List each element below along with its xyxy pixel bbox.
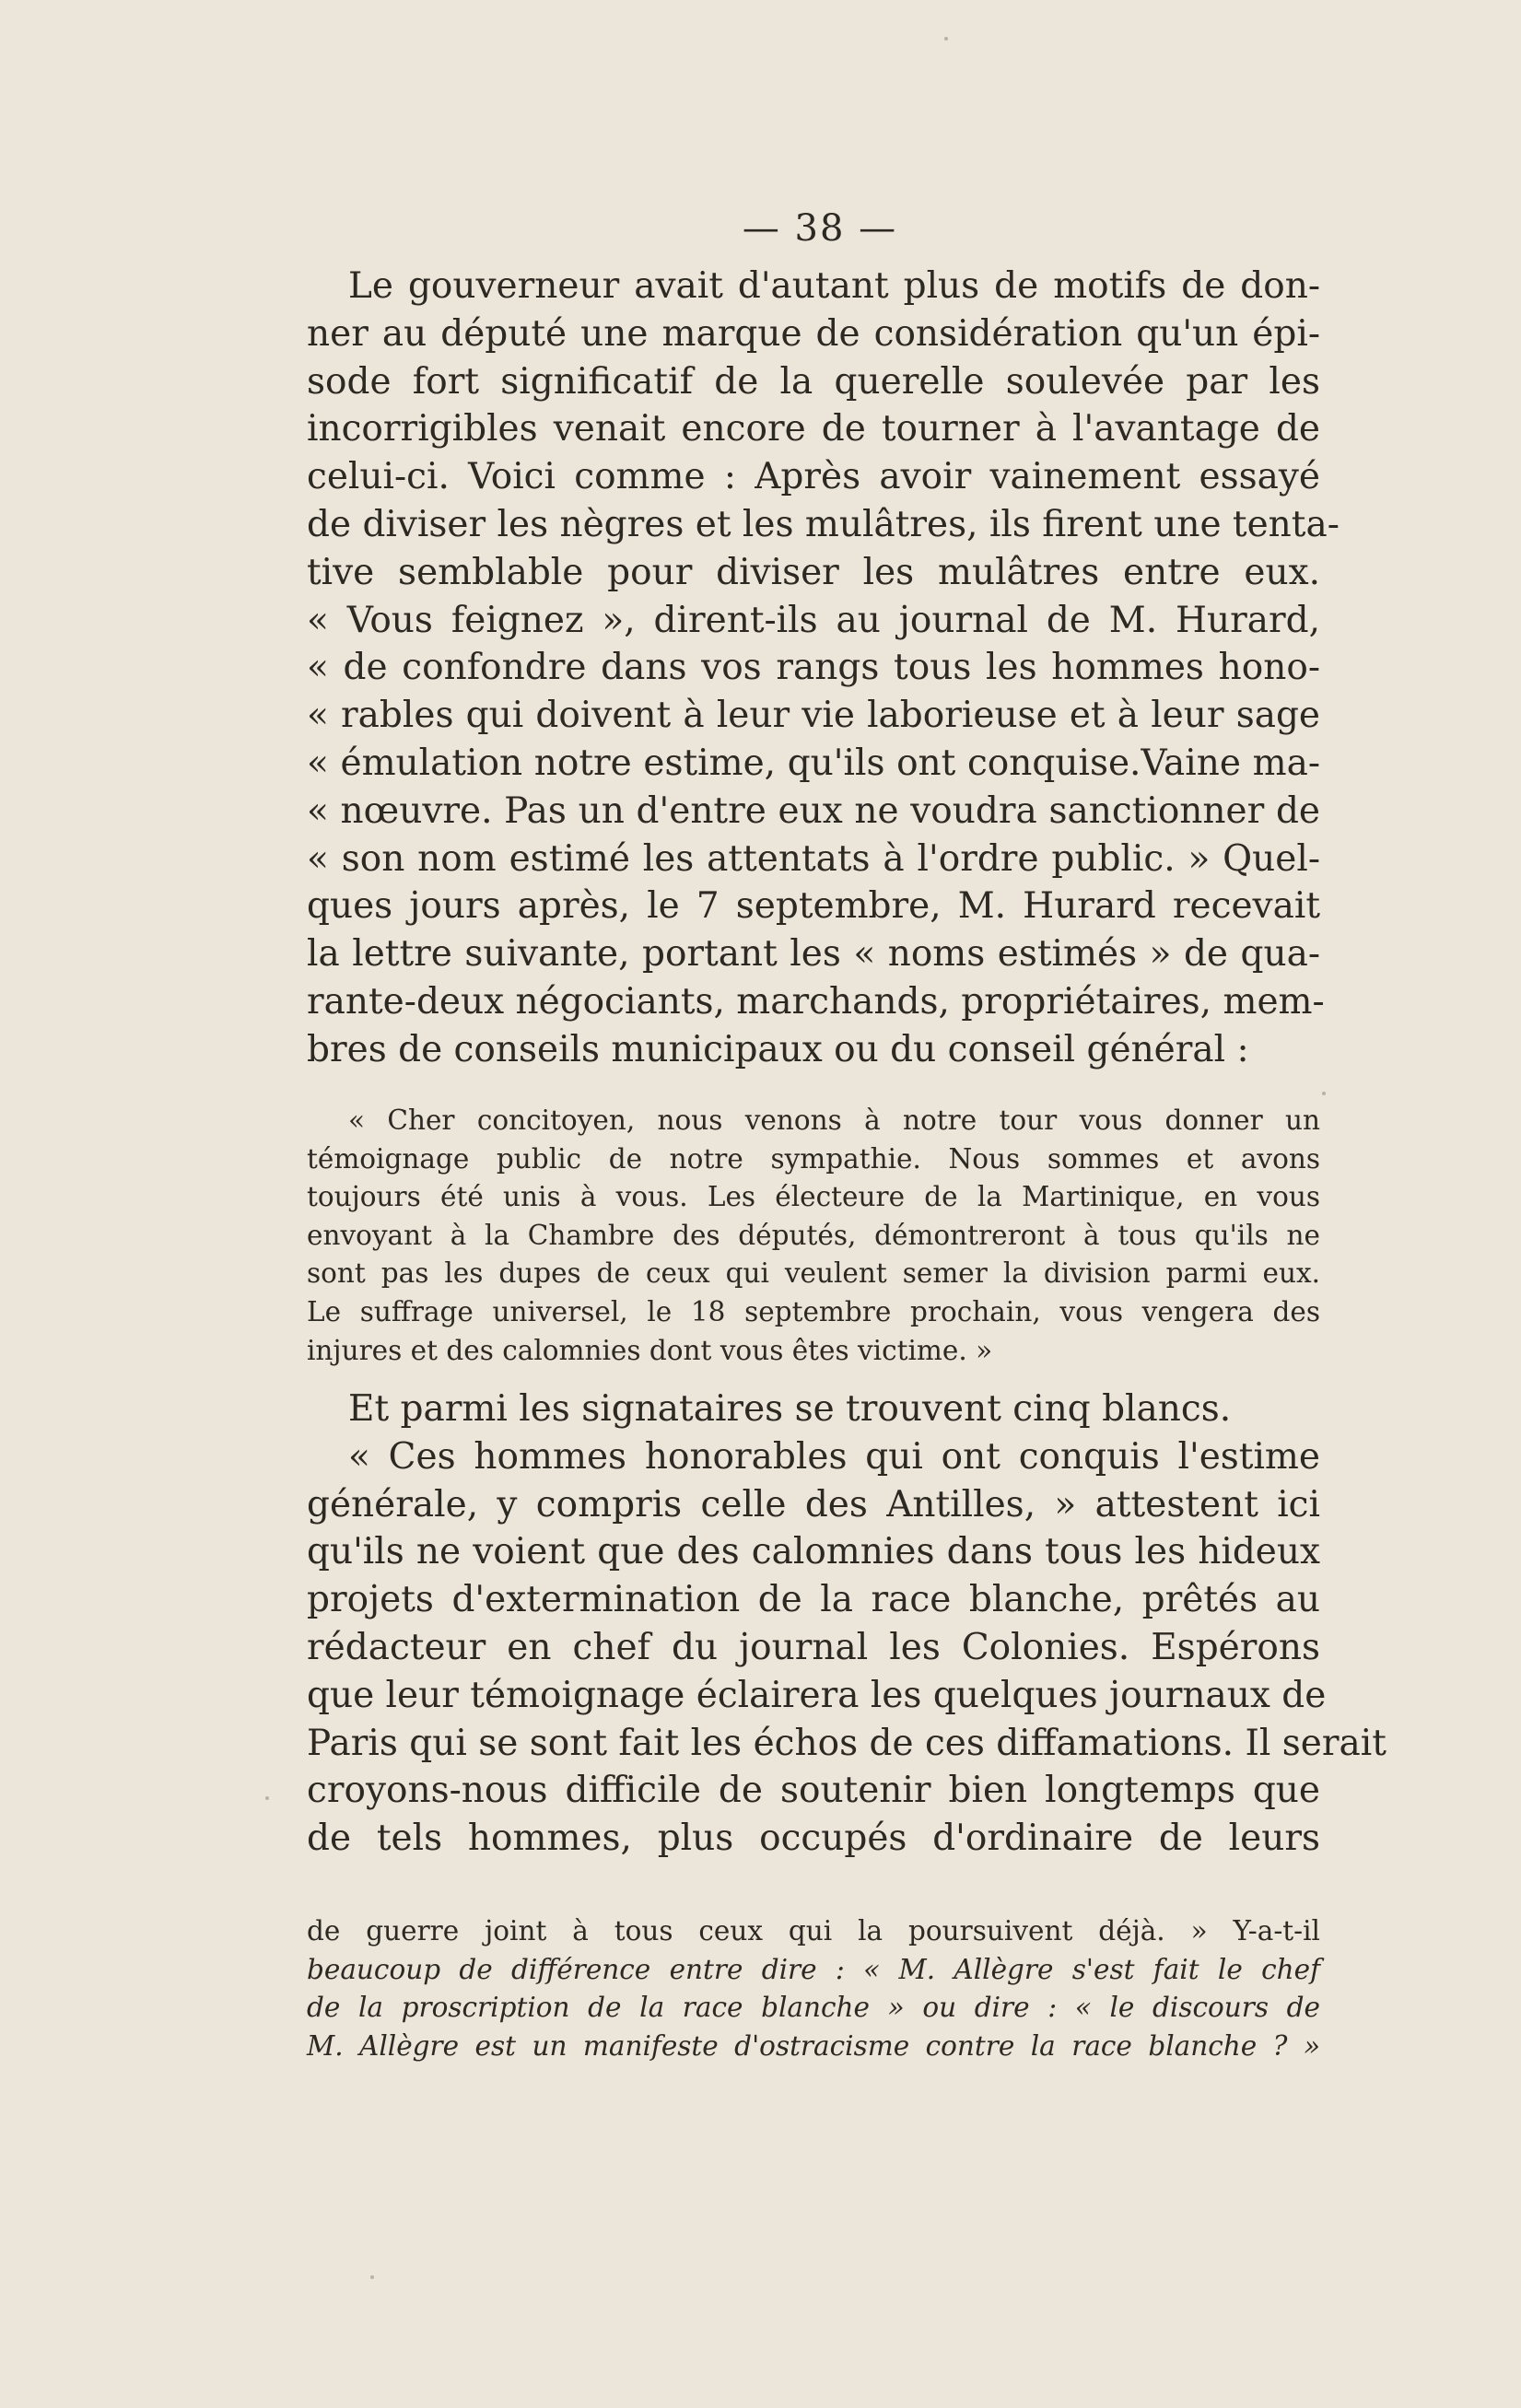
text-line: bres de conseils municipaux ou du conseil général : bbox=[307, 1028, 1249, 1070]
footnote-line: M. Allègre est un manifeste d'ostracisme contre la race blanche ? » bbox=[307, 2029, 1320, 2062]
paper-speck bbox=[265, 1796, 269, 1800]
quote-line: toujours été unis à vous. Les électeure de la Martinique, en vous bbox=[307, 1181, 1320, 1213]
text-line: « Vous feignez », dirent-ils au journal de M. Hurard, bbox=[307, 599, 1320, 641]
quoted-letter bbox=[307, 1102, 1320, 1370]
text-line: Paris qui se sont fait les échos de ces diffamations. Il serait bbox=[307, 1722, 1386, 1764]
text-line: ques jours après, le 7 septembre, M. Hurard recevait bbox=[307, 885, 1320, 928]
text-line: incorrigibles venait encore de tourner à l'avantage de bbox=[307, 408, 1320, 450]
text-line: qu'ils ne voient que des calomnies dans tous les hideux bbox=[307, 1531, 1320, 1573]
text-line: rante-deux négociants, marchands, propriétaires, mem- bbox=[307, 980, 1325, 1023]
quote-line: envoyant à la Chambre des députés, démontreront à tous qu'ils ne bbox=[307, 1219, 1320, 1251]
footnote bbox=[307, 1912, 1320, 2065]
text-line: rédacteur en chef du journal les Colonies. Espérons bbox=[307, 1626, 1320, 1668]
text-line: Et parmi les signataires se trouvent cinq blancs. bbox=[348, 1388, 1232, 1430]
text-line: « émulation notre estime, qu'ils ont conquise.Vaine ma- bbox=[307, 742, 1320, 784]
text-line: croyons-nous difficile de soutenir bien longtemps que bbox=[307, 1770, 1320, 1812]
text-line: de diviser les nègres et les mulâtres, ils firent une tenta- bbox=[307, 503, 1340, 545]
quote-line: « Cher concitoyen, nous venons à notre tour vous donner un bbox=[348, 1105, 1320, 1136]
quote-line: sont pas les dupes de ceux qui veulent semer la division parmi eux. bbox=[307, 1257, 1320, 1290]
page-number: — 38 — bbox=[742, 207, 898, 250]
text-line: de tels hommes, plus occupés d'ordinaire de leurs bbox=[307, 1818, 1320, 1860]
paper-speck bbox=[1322, 1092, 1326, 1095]
text-line: Le gouverneur avait d'autant plus de motifs de don- bbox=[348, 265, 1320, 307]
text-line: ner au député une marque de considération qu'un épi- bbox=[307, 312, 1320, 355]
quote-line: témoignage public de notre sympathie. Nous sommes et avons bbox=[307, 1142, 1320, 1175]
main-paragraph bbox=[307, 263, 1340, 1074]
text-line: « Ces hommes honorables qui ont conquis l'estime bbox=[348, 1435, 1320, 1478]
second-paragraph bbox=[307, 1385, 1386, 1863]
text-line: que leur témoignage éclairera les quelques journaux de bbox=[307, 1674, 1327, 1716]
text-line: « rables qui doivent à leur vie laborieuse et à leur sage bbox=[307, 695, 1320, 737]
paper-speck bbox=[370, 2275, 374, 2279]
text-line: tive semblable pour diviser les mulâtres entre eux. bbox=[307, 551, 1320, 593]
footnote-line: de guerre joint à tous ceux qui la poursuivent déjà. » Y-a-t-il bbox=[307, 1915, 1320, 1946]
text-line: « son nom estimé les attentats à l'ordre public. » Quel- bbox=[307, 837, 1320, 880]
text-line: la lettre suivante, portant les « noms estimés » de qua- bbox=[307, 933, 1320, 976]
quote-line: Le suffrage universel, le 18 septembre prochain, vous vengera des bbox=[307, 1295, 1320, 1327]
text-line: projets d'extermination de la race blanche, prêtés au bbox=[307, 1579, 1320, 1621]
text-line: générale, y compris celle des Antilles, » attestent ici bbox=[307, 1483, 1320, 1525]
text-line: « de confondre dans vos rangs tous les hommes hono- bbox=[307, 647, 1320, 689]
text-line: « nœuvre. Pas un d'entre eux ne voudra sanctionner de bbox=[307, 789, 1320, 832]
quote-line: injures et des calomnies dont vous êtes victime. » bbox=[307, 1334, 993, 1366]
footnote-line: de la proscription de la race blanche » ou dire : « le discours de bbox=[307, 1992, 1320, 2023]
paper-speck bbox=[944, 37, 948, 41]
text-line: celui-ci. Voici comme : Après avoir vainement essayé bbox=[307, 456, 1320, 498]
footnote-line: beaucoup de différence entre dire : « M. Allègre s'est fait le chef bbox=[307, 1953, 1320, 1985]
text-line: sode fort significatif de la querelle soulevée par les bbox=[307, 360, 1320, 403]
